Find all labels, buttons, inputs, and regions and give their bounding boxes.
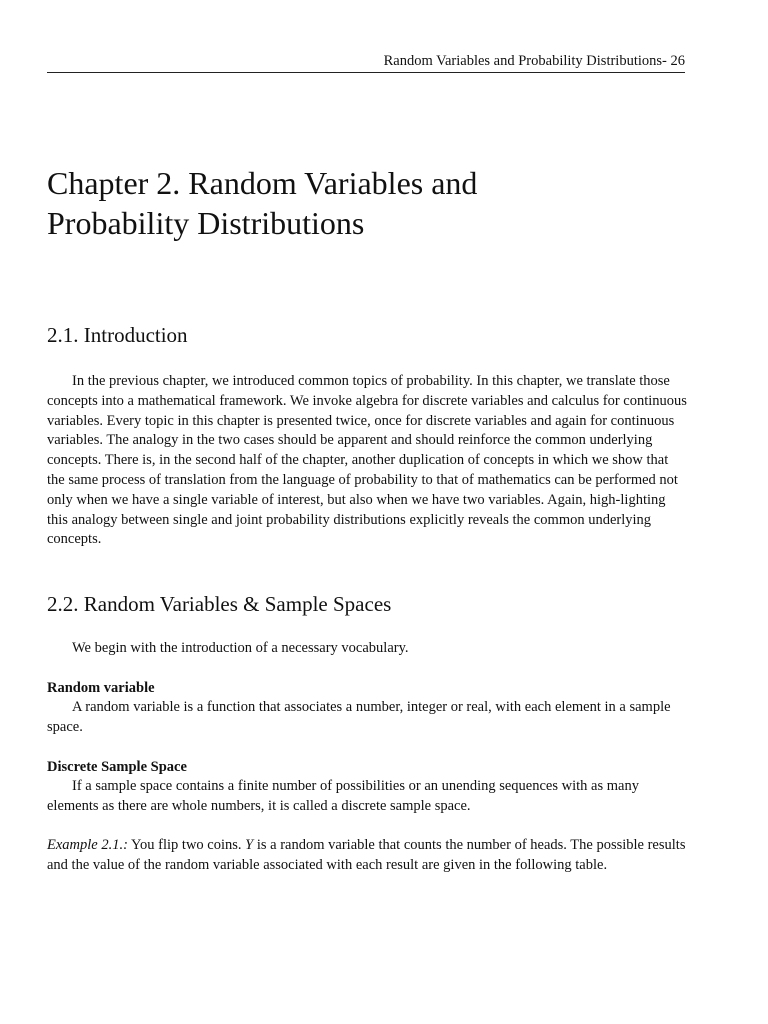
example-2-1-paragraph	[47, 836, 687, 876]
example-variable: Y	[245, 837, 254, 853]
definition-term-random-variable: Random variable	[47, 680, 155, 696]
section-heading-introduction: 2.1. Introduction	[47, 323, 188, 347]
running-header	[47, 52, 685, 73]
example-text-rest: is a random variable that counts the number of heads. The possible results and the value of the random variable associated with each result are given in the following table.	[47, 837, 686, 873]
example-label: Example 2.1.:	[47, 837, 128, 853]
introduction-paragraph: In the previous chapter, we introduced common topics of probability. In this chapter, we translate those concepts into a mathematical framework. We invoke algebra for discrete variables and calculus for continuous variables. Every topic in this chapter is presented twice, once for discrete variables and again for continuous variables. The analogy in the two cases should be apparent and should reinforce the common underlying concepts. There is, in the second half of the chapter, another duplication of concepts in which we show that the same process of translation from the language of probability to that of mathematics can be performed not only when we have a single variable of interest, but also when we have two variables. Again, high-lighting this analogy between single and joint probability distributions explicitly reveals the common underlying concepts.	[47, 373, 687, 548]
definition-text-discrete-sample-space: If a sample space contains a finite number of possibilities or an unending sequences with as many elements as there are whole numbers, it is called a discrete sample space.	[47, 778, 639, 814]
running-header-title: Random Variables and Probability Distributions- 26	[383, 53, 685, 69]
definition-term-discrete-sample-space: Discrete Sample Space	[47, 759, 187, 775]
chapter-title-line-1: Chapter 2. Random Variables and	[47, 165, 478, 201]
chapter-title-line-2: Probability Distributions	[47, 205, 365, 241]
example-text-start: You flip two coins.	[127, 837, 246, 853]
section-heading-random-variables: 2.2. Random Variables & Sample Spaces	[47, 592, 392, 616]
chapter-title	[47, 163, 697, 243]
vocabulary-lead-paragraph: We begin with the introduction of a necessary vocabulary.	[72, 640, 409, 656]
definition-text-random-variable: A random variable is a function that associates a number, integer or real, with each element in a sample space.	[47, 699, 671, 735]
